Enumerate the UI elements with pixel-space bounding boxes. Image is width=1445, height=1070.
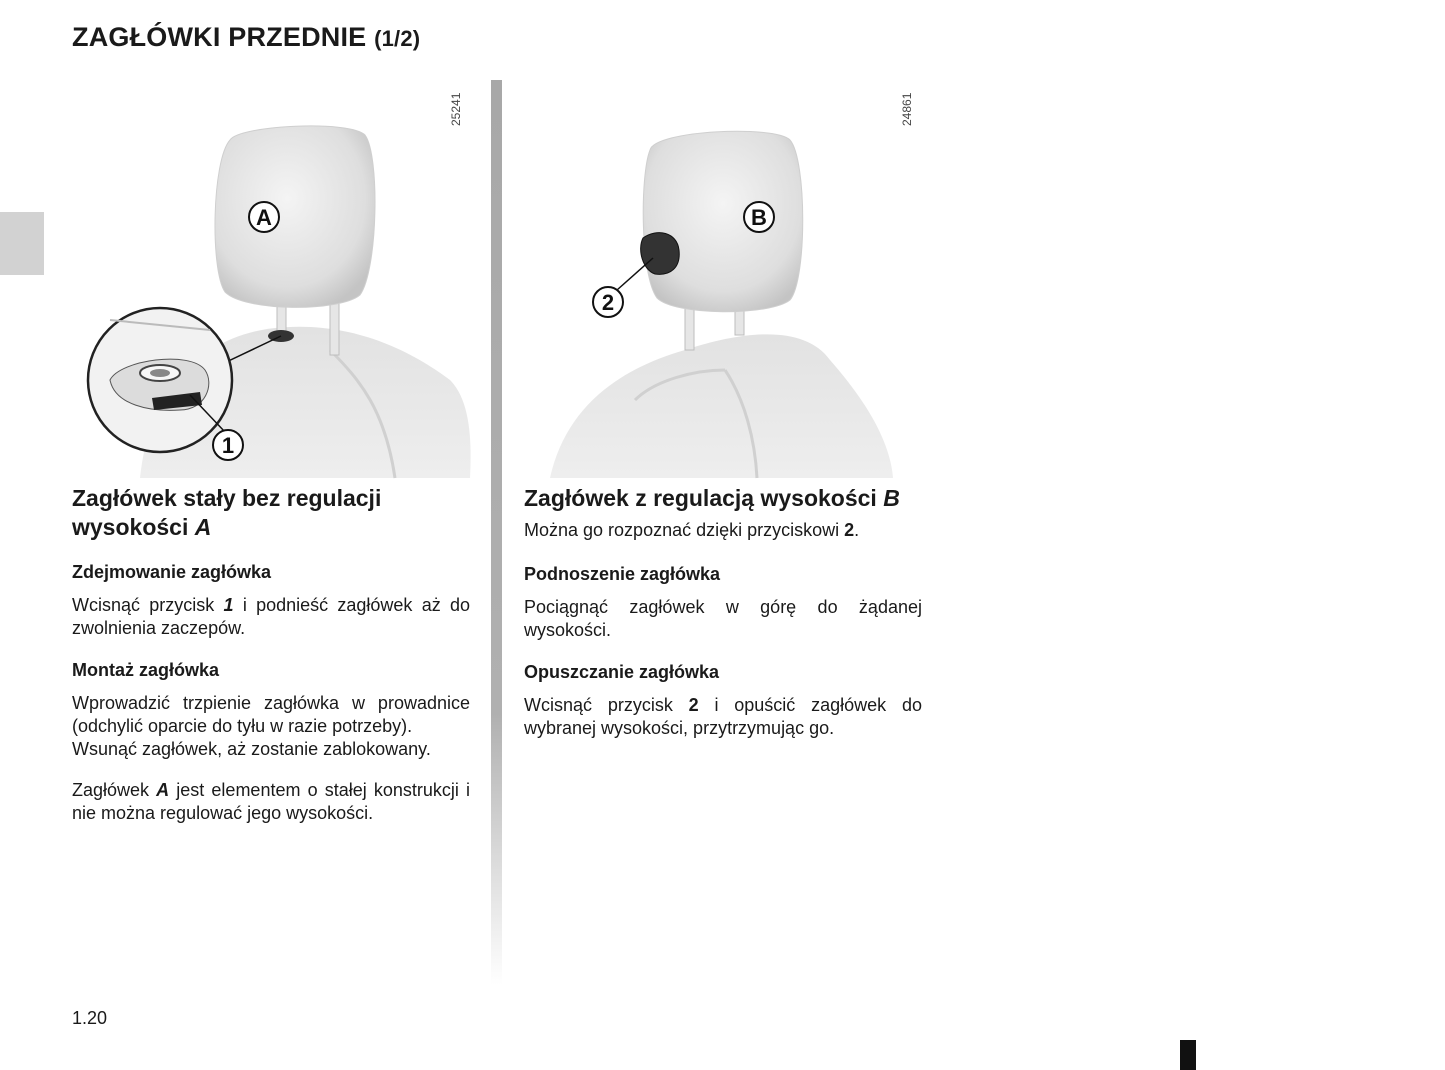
left-column [72, 484, 470, 843]
callout-line [617, 258, 653, 290]
headrest-b-illustration [545, 80, 905, 480]
figure-headrest-a [80, 80, 480, 480]
label-a-letter: A [256, 205, 272, 230]
headrest-cushion [643, 131, 803, 311]
identify-text: Można go rozpoznać dzięki przyciskowi 2. [524, 520, 860, 540]
subsection-title-mounting: Montaż zagłówka [72, 660, 220, 680]
fixed-headrest-note: Zagłówek A jest elementem o stałej konstrukcji i nie można regulować jego wysokości. [72, 780, 470, 823]
removal-instructions: Wcisnąć przycisk 1 i podnieść zagłówek aż do zwolnienia zaczepów. [72, 595, 470, 638]
page-title-text: ZAGŁÓWKI PRZEDNIE [72, 22, 367, 52]
page-number: 1.20 [72, 1008, 108, 1028]
mounting-instructions: Wprowadzić trzpienie zagłówka w prowadnice (odchylić oparcie do tyłu w razie potrzeby). [72, 693, 470, 736]
subsection-title-lowering: Opuszczanie zagłówka [524, 662, 720, 682]
seat-back [550, 334, 893, 478]
callout-1-number: 1 [221, 433, 235, 458]
section-tab [0, 212, 44, 275]
raising-instructions: Pociągnąć zagłówek w górę do żądanej wysokości. [524, 597, 922, 640]
section-heading: Zagłówek stały bez regulacji wysokości A [72, 485, 382, 540]
label-b-letter: B [751, 205, 767, 230]
page-title [72, 22, 420, 53]
column-divider [491, 80, 502, 985]
adjust-button [641, 233, 680, 275]
figure-code: 25241 [449, 92, 463, 126]
right-column [524, 484, 922, 758]
lowering-instructions: Wcisnąć przycisk 2 i opuścić zagłówek do wybranej wysokości, przytrzymując go. [524, 695, 922, 738]
section-heading: Zagłówek z regulacją wysokości B [524, 485, 900, 511]
headrest-cushion [215, 126, 375, 307]
figure-code: 24861 [900, 92, 914, 126]
figure-headrest-b [545, 80, 905, 480]
end-mark [1180, 1040, 1196, 1070]
headrest-a-illustration [80, 80, 480, 480]
mounting-instructions-cont: Wsunąć zagłówek, aż zostanie zablokowany. [72, 739, 431, 759]
page-title-part: (1/2) [374, 26, 421, 51]
subsection-title-removal: Zdejmowanie zagłówka [72, 562, 272, 582]
subsection-title-raising: Podnoszenie zagłówka [524, 564, 721, 584]
callout-2-number: 2 [601, 290, 615, 315]
